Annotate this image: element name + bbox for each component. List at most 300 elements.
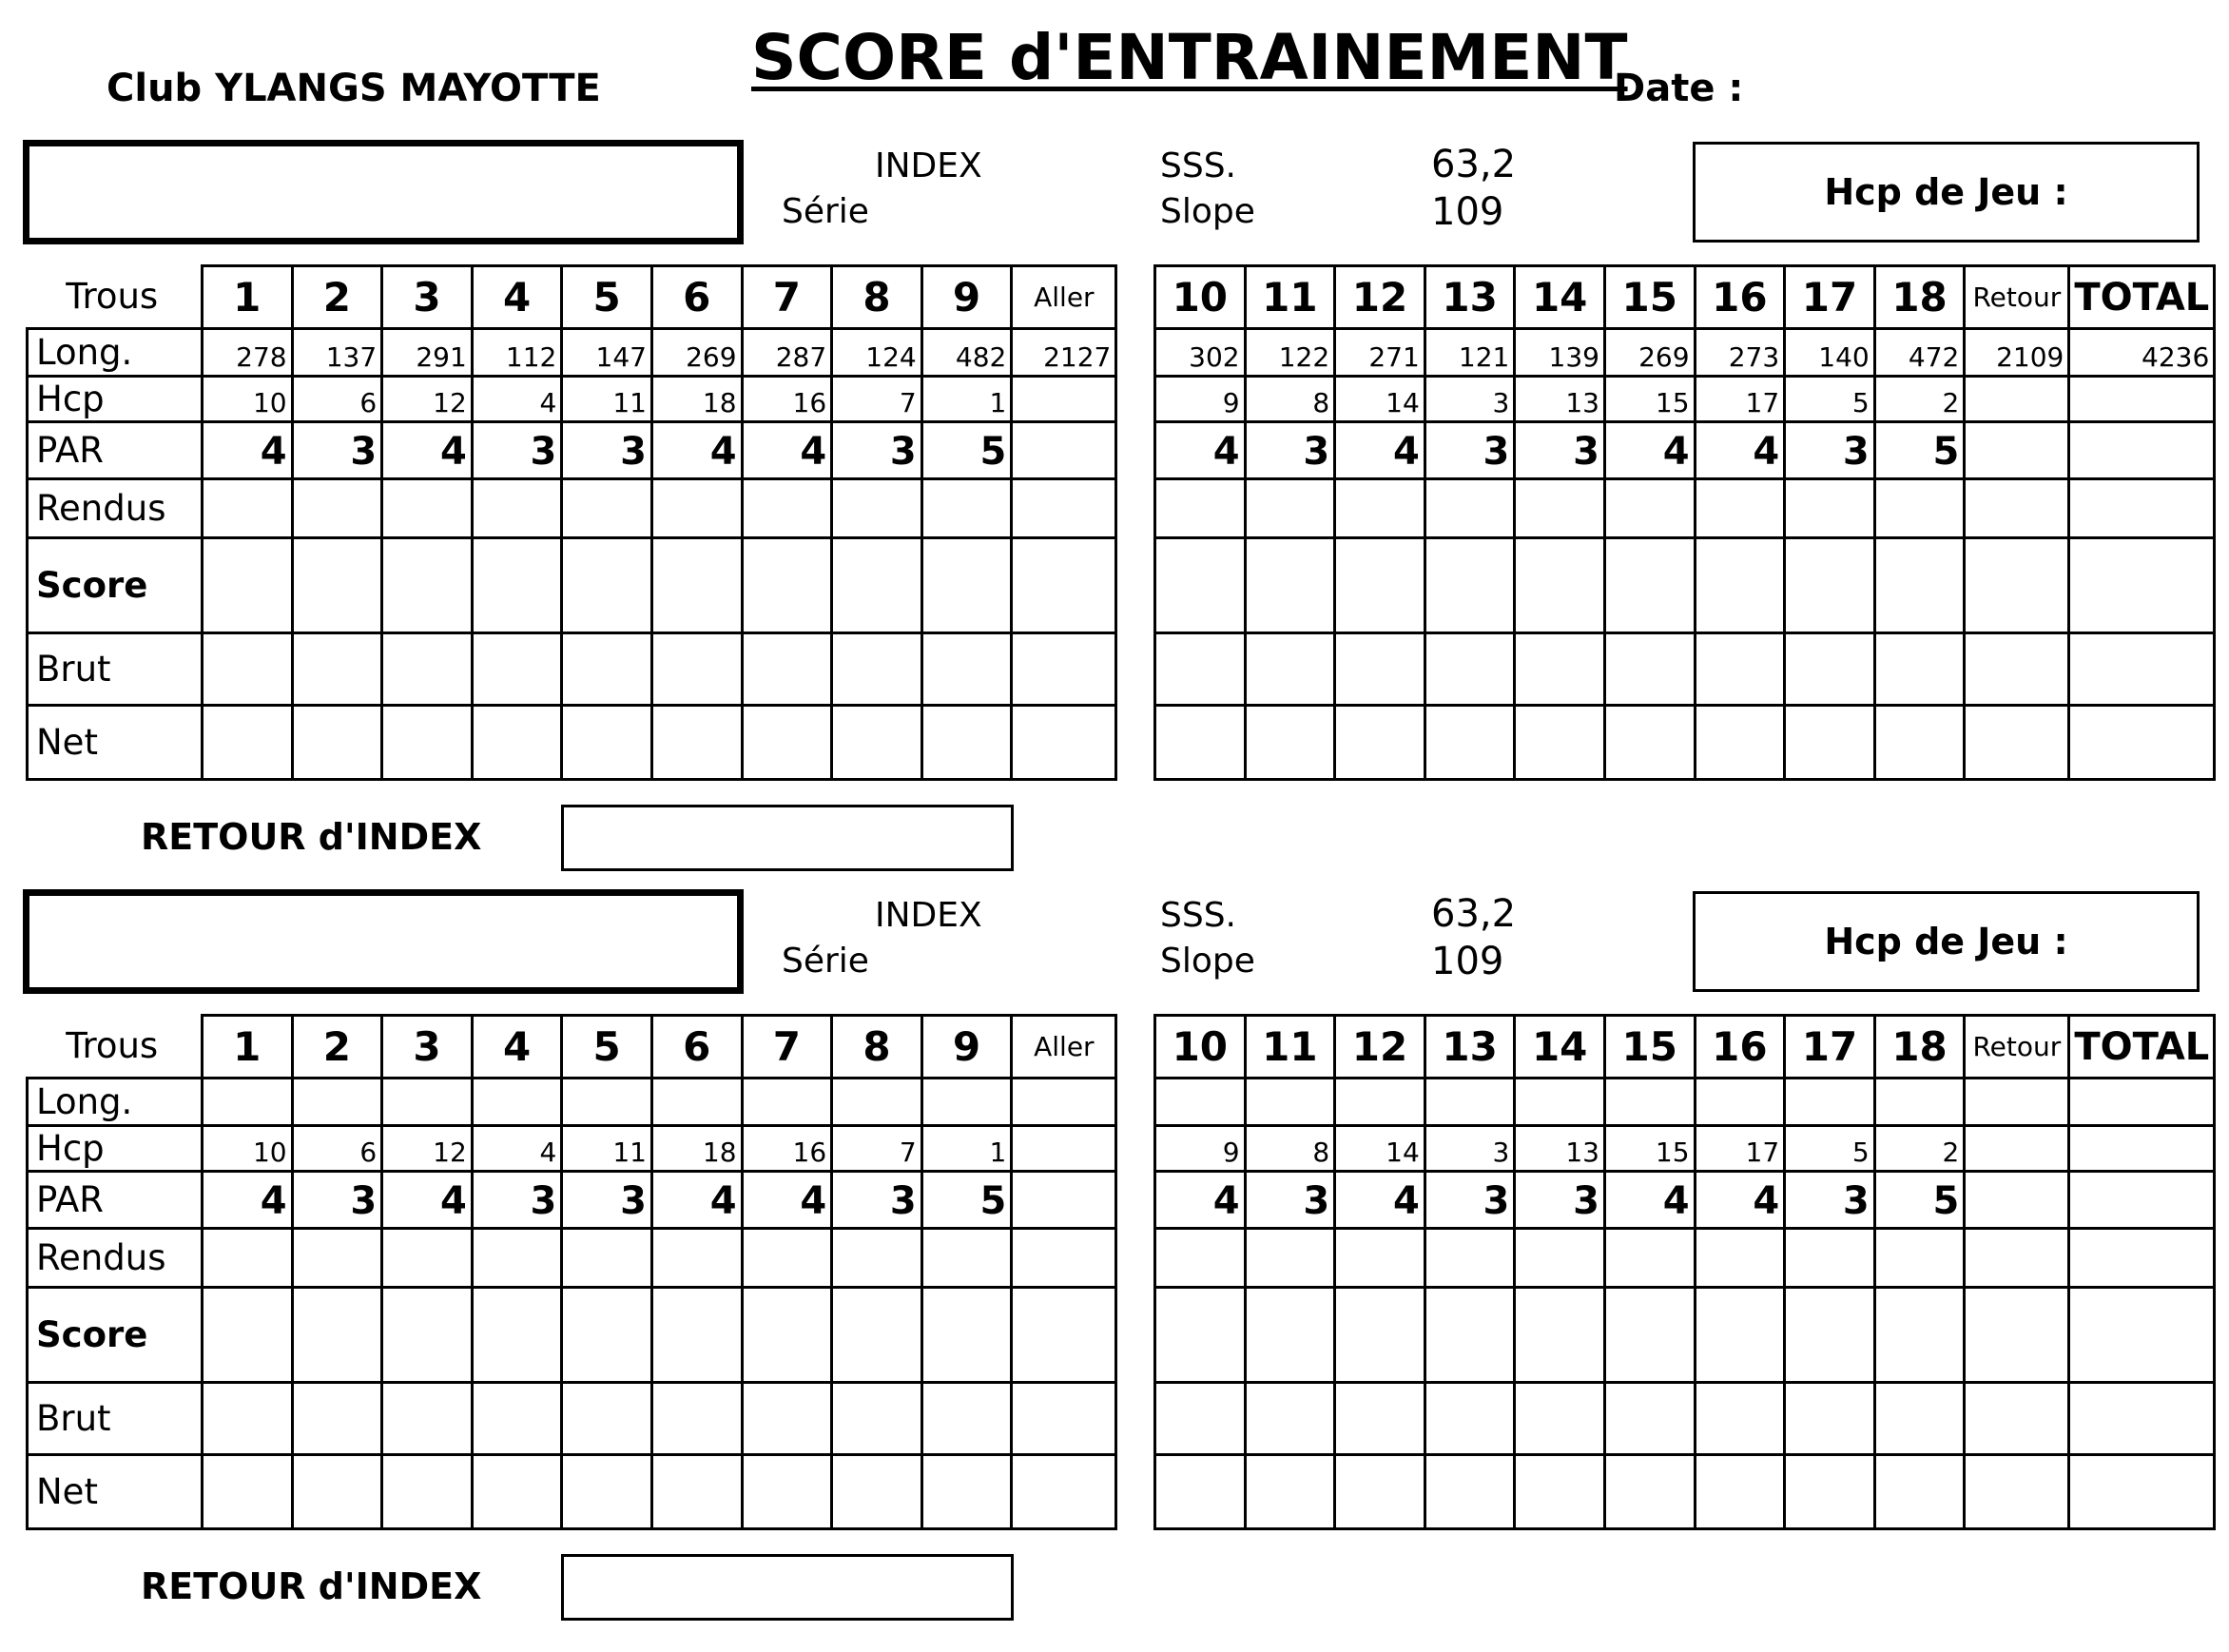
brut-cell[interactable] — [1155, 633, 1246, 706]
hole-par: 4 — [1695, 1172, 1785, 1229]
net-total-cell[interactable] — [2069, 706, 2215, 780]
brut-total-cell[interactable] — [2069, 633, 2215, 706]
hole-length: 122 — [1245, 329, 1335, 377]
brut-cell[interactable] — [742, 1383, 832, 1455]
brut-aller-cell[interactable] — [1012, 633, 1116, 706]
hole-hcp: 18 — [651, 377, 742, 422]
hole-length — [832, 1079, 922, 1126]
brut-cell[interactable] — [1425, 1383, 1515, 1455]
rendus-cell[interactable] — [1604, 1229, 1695, 1288]
score-cell[interactable] — [203, 1288, 293, 1383]
retour-index-box[interactable] — [561, 805, 1014, 871]
rendus-cell[interactable] — [1425, 479, 1515, 538]
rendus-cell[interactable] — [472, 1229, 562, 1288]
brut-total-cell[interactable] — [2069, 1383, 2215, 1455]
rendus-retour-cell[interactable] — [1965, 479, 2069, 538]
hole-number: 12 — [1335, 266, 1425, 329]
score-cell[interactable] — [1155, 1288, 1246, 1383]
brut-retour-cell[interactable] — [1965, 633, 2069, 706]
score-cell[interactable] — [921, 1288, 1012, 1383]
brut-cell[interactable] — [382, 1383, 473, 1455]
rendus-cell[interactable] — [292, 479, 382, 538]
net-cell[interactable] — [1695, 706, 1785, 780]
hole-number: 15 — [1604, 1016, 1695, 1079]
score-cell[interactable] — [651, 538, 742, 633]
total-label: TOTAL — [2069, 1016, 2215, 1079]
hole-number: 3 — [382, 266, 473, 329]
net-cell[interactable] — [1515, 706, 1605, 780]
net-cell[interactable] — [382, 1455, 473, 1529]
row-label-net: Net — [28, 1455, 203, 1529]
front-nine-table — [26, 264, 1117, 781]
score-aller-cell[interactable] — [1012, 538, 1116, 633]
hcp-total-cell[interactable] — [2069, 1126, 2215, 1172]
score-total-cell[interactable] — [2069, 1288, 2215, 1383]
score-cell[interactable] — [832, 1288, 922, 1383]
hole-length — [292, 1079, 382, 1126]
net-cell[interactable] — [1335, 1455, 1425, 1529]
retour-label: Retour — [1965, 266, 2069, 329]
hole-number: 9 — [921, 1016, 1012, 1079]
rendus-cell[interactable] — [1155, 479, 1246, 538]
rendus-cell[interactable] — [1874, 479, 1965, 538]
score-cell[interactable] — [651, 1288, 742, 1383]
par-retour-cell[interactable] — [1965, 1172, 2069, 1229]
hole-length: 482 — [921, 329, 1012, 377]
rendus-aller-cell[interactable] — [1012, 479, 1116, 538]
hole-length: 287 — [742, 329, 832, 377]
hole-number: 15 — [1604, 266, 1695, 329]
rendus-cell[interactable] — [1245, 1229, 1335, 1288]
rendus-cell[interactable] — [1155, 1229, 1246, 1288]
hole-hcp: 4 — [472, 1126, 562, 1172]
hole-number: 11 — [1245, 1016, 1335, 1079]
hole-hcp: 12 — [382, 1126, 473, 1172]
brut-cell[interactable] — [1515, 633, 1605, 706]
rendus-aller-cell[interactable] — [1012, 1229, 1116, 1288]
hole-hcp: 6 — [292, 1126, 382, 1172]
net-aller-cell[interactable] — [1012, 1455, 1116, 1529]
hole-length — [1155, 1079, 1246, 1126]
score-cell[interactable] — [1785, 1288, 1875, 1383]
net-cell[interactable] — [472, 1455, 562, 1529]
net-cell[interactable] — [1425, 706, 1515, 780]
net-cell[interactable] — [742, 1455, 832, 1529]
net-cell[interactable] — [1874, 706, 1965, 780]
score-cell[interactable] — [1785, 538, 1875, 633]
player-name-box[interactable] — [23, 889, 744, 994]
hole-par: 3 — [1425, 1172, 1515, 1229]
rendus-cell[interactable] — [472, 479, 562, 538]
score-cell[interactable] — [1874, 538, 1965, 633]
hole-par: 3 — [1515, 1172, 1605, 1229]
rendus-cell[interactable] — [382, 479, 473, 538]
hole-number: 8 — [832, 1016, 922, 1079]
net-cell[interactable] — [1155, 1455, 1246, 1529]
score-cell[interactable] — [382, 538, 473, 633]
brut-cell[interactable] — [1515, 1383, 1605, 1455]
net-cell[interactable] — [203, 1455, 293, 1529]
hole-hcp: 4 — [472, 377, 562, 422]
rendus-cell[interactable] — [832, 1229, 922, 1288]
hole-hcp: 12 — [382, 377, 473, 422]
total-length: 4236 — [2069, 329, 2215, 377]
brut-cell[interactable] — [921, 633, 1012, 706]
score-cell[interactable] — [562, 1288, 652, 1383]
brut-cell[interactable] — [742, 633, 832, 706]
rendus-cell[interactable] — [651, 479, 742, 538]
hole-hcp: 5 — [1785, 377, 1875, 422]
aller-length: 2127 — [1012, 329, 1116, 377]
hole-length: 121 — [1425, 329, 1515, 377]
hole-number: 18 — [1874, 266, 1965, 329]
hole-number: 18 — [1874, 1016, 1965, 1079]
brut-cell[interactable] — [1245, 1383, 1335, 1455]
brut-cell[interactable] — [472, 633, 562, 706]
row-label-rendus: Rendus — [28, 1229, 203, 1288]
hcp-de-jeu-label: Hcp de Jeu : — [1824, 171, 2068, 213]
score-cell[interactable] — [1515, 1288, 1605, 1383]
score-aller-cell[interactable] — [1012, 1288, 1116, 1383]
hole-hcp: 14 — [1335, 1126, 1425, 1172]
score-cell[interactable] — [203, 538, 293, 633]
brut-cell[interactable] — [1785, 633, 1875, 706]
hole-number: 1 — [203, 1016, 293, 1079]
rendus-cell[interactable] — [832, 479, 922, 538]
brut-cell[interactable] — [382, 633, 473, 706]
net-cell[interactable] — [651, 706, 742, 780]
hole-par: 3 — [292, 422, 382, 479]
rendus-cell[interactable] — [203, 1229, 293, 1288]
rendus-cell[interactable] — [1785, 479, 1875, 538]
hole-number: 6 — [651, 266, 742, 329]
rendus-cell[interactable] — [203, 479, 293, 538]
rendus-cell[interactable] — [1695, 479, 1785, 538]
net-total-cell[interactable] — [2069, 1455, 2215, 1529]
hole-length — [1515, 1079, 1605, 1126]
hcp-aller-cell[interactable] — [1012, 1126, 1116, 1172]
sss-label: SSS. — [1160, 896, 1236, 935]
net-cell[interactable] — [1245, 1455, 1335, 1529]
hole-hcp: 13 — [1515, 377, 1605, 422]
net-cell[interactable] — [562, 1455, 652, 1529]
back-nine-table — [1153, 1014, 2216, 1530]
net-cell[interactable] — [921, 706, 1012, 780]
hole-par: 3 — [1425, 422, 1515, 479]
net-cell[interactable] — [742, 706, 832, 780]
sss-value: 63,2 — [1431, 143, 1517, 186]
hole-length: 147 — [562, 329, 652, 377]
hole-length — [382, 1079, 473, 1126]
retour-index-box[interactable] — [561, 1554, 1014, 1621]
score-total-cell[interactable] — [2069, 538, 2215, 633]
brut-cell[interactable] — [562, 633, 652, 706]
row-label-trous: Trous — [28, 1016, 203, 1079]
brut-cell[interactable] — [1695, 1383, 1785, 1455]
brut-cell[interactable] — [292, 1383, 382, 1455]
score-cell[interactable] — [742, 1288, 832, 1383]
score-cell[interactable] — [1335, 1288, 1425, 1383]
net-cell[interactable] — [472, 706, 562, 780]
net-cell[interactable] — [1695, 1455, 1785, 1529]
hole-hcp: 15 — [1604, 1126, 1695, 1172]
serie-label: Série — [782, 942, 869, 981]
score-cell[interactable] — [1604, 538, 1695, 633]
hcp-total-cell[interactable] — [2069, 377, 2215, 422]
score-cell[interactable] — [1515, 538, 1605, 633]
score-cell[interactable] — [1335, 538, 1425, 633]
club-name: Club YLANGS MAYOTTE — [107, 67, 601, 110]
hcp-retour-cell[interactable] — [1965, 1126, 2069, 1172]
brut-cell[interactable] — [1155, 1383, 1246, 1455]
hole-length — [1604, 1079, 1695, 1126]
score-cell[interactable] — [1874, 1288, 1965, 1383]
brut-cell[interactable] — [1245, 633, 1335, 706]
hole-number: 10 — [1155, 266, 1246, 329]
brut-cell[interactable] — [203, 1383, 293, 1455]
net-cell[interactable] — [1245, 706, 1335, 780]
rendus-cell[interactable] — [921, 1229, 1012, 1288]
hole-par: 4 — [203, 1172, 293, 1229]
rendus-cell[interactable] — [1785, 1229, 1875, 1288]
score-cell[interactable] — [832, 538, 922, 633]
net-retour-cell[interactable] — [1965, 706, 2069, 780]
hole-number: 5 — [562, 1016, 652, 1079]
hole-par: 3 — [1245, 422, 1335, 479]
hole-number: 6 — [651, 1016, 742, 1079]
hole-length — [1874, 1079, 1965, 1126]
hole-length — [1245, 1079, 1335, 1126]
brut-cell[interactable] — [472, 1383, 562, 1455]
hole-hcp: 18 — [651, 1126, 742, 1172]
brut-cell[interactable] — [203, 633, 293, 706]
hcp-de-jeu-label: Hcp de Jeu : — [1824, 921, 2068, 962]
score-retour-cell[interactable] — [1965, 1288, 2069, 1383]
net-cell[interactable] — [1335, 706, 1425, 780]
net-cell[interactable] — [832, 1455, 922, 1529]
rendus-cell[interactable] — [562, 1229, 652, 1288]
brut-cell[interactable] — [292, 633, 382, 706]
hole-hcp: 7 — [832, 377, 922, 422]
hcp-de-jeu-box[interactable] — [1693, 142, 2200, 243]
brut-cell[interactable] — [921, 1383, 1012, 1455]
hole-number: 4 — [472, 266, 562, 329]
slope-label: Slope — [1160, 192, 1255, 231]
brut-cell[interactable] — [1425, 633, 1515, 706]
net-cell[interactable] — [1874, 1455, 1965, 1529]
score-retour-cell[interactable] — [1965, 538, 2069, 633]
hole-number: 13 — [1425, 266, 1515, 329]
hole-length: 124 — [832, 329, 922, 377]
score-cell[interactable] — [292, 1288, 382, 1383]
hole-number: 1 — [203, 266, 293, 329]
net-cell[interactable] — [1515, 1455, 1605, 1529]
score-cell[interactable] — [1695, 1288, 1785, 1383]
score-cell[interactable] — [1425, 538, 1515, 633]
retour-index-label: RETOUR d'INDEX — [141, 1565, 482, 1607]
rendus-cell[interactable] — [1695, 1229, 1785, 1288]
hcp-retour-cell[interactable] — [1965, 377, 2069, 422]
net-cell[interactable] — [1785, 1455, 1875, 1529]
total-label: TOTAL — [2069, 266, 2215, 329]
hcp-de-jeu-box[interactable] — [1693, 891, 2200, 992]
rendus-cell[interactable] — [1515, 1229, 1605, 1288]
rendus-cell[interactable] — [1515, 479, 1605, 538]
score-cell[interactable] — [562, 538, 652, 633]
score-cell[interactable] — [472, 538, 562, 633]
hole-hcp: 16 — [742, 1126, 832, 1172]
hole-length — [1425, 1079, 1515, 1126]
net-cell[interactable] — [292, 1455, 382, 1529]
hole-hcp: 3 — [1425, 1126, 1515, 1172]
back-nine-table — [1153, 264, 2216, 781]
par-total-cell[interactable] — [2069, 1172, 2215, 1229]
par-retour-cell[interactable] — [1965, 422, 2069, 479]
rendus-cell[interactable] — [742, 1229, 832, 1288]
hole-hcp: 9 — [1155, 377, 1246, 422]
score-cell[interactable] — [1155, 538, 1246, 633]
player-name-box[interactable] — [23, 140, 744, 244]
hole-par: 4 — [1155, 422, 1246, 479]
row-label-hcp: Hcp — [28, 377, 203, 422]
rendus-cell[interactable] — [1335, 479, 1425, 538]
hole-hcp: 2 — [1874, 1126, 1965, 1172]
aller-label: Aller — [1012, 1016, 1116, 1079]
hole-hcp: 1 — [921, 377, 1012, 422]
score-cell[interactable] — [1695, 538, 1785, 633]
par-total-cell[interactable] — [2069, 422, 2215, 479]
hole-par: 3 — [472, 1172, 562, 1229]
brut-cell[interactable] — [1335, 1383, 1425, 1455]
score-cell[interactable] — [382, 1288, 473, 1383]
hole-hcp: 10 — [203, 1126, 293, 1172]
row-label-brut: Brut — [28, 633, 203, 706]
brut-retour-cell[interactable] — [1965, 1383, 2069, 1455]
slope-value: 109 — [1431, 190, 1504, 234]
hole-par: 3 — [832, 1172, 922, 1229]
hole-hcp: 11 — [562, 377, 652, 422]
brut-cell[interactable] — [832, 1383, 922, 1455]
brut-cell[interactable] — [1335, 633, 1425, 706]
net-cell[interactable] — [203, 706, 293, 780]
rendus-total-cell[interactable] — [2069, 479, 2215, 538]
hole-length — [1695, 1079, 1785, 1126]
brut-cell[interactable] — [562, 1383, 652, 1455]
hole-hcp: 3 — [1425, 377, 1515, 422]
hole-par: 4 — [651, 422, 742, 479]
hole-number: 14 — [1515, 1016, 1605, 1079]
score-cell[interactable] — [472, 1288, 562, 1383]
hole-number: 13 — [1425, 1016, 1515, 1079]
net-cell[interactable] — [1425, 1455, 1515, 1529]
rendus-cell[interactable] — [562, 479, 652, 538]
rendus-cell[interactable] — [1604, 479, 1695, 538]
brut-cell[interactable] — [1874, 633, 1965, 706]
net-cell[interactable] — [1604, 706, 1695, 780]
net-cell[interactable] — [651, 1455, 742, 1529]
brut-cell[interactable] — [651, 633, 742, 706]
brut-cell[interactable] — [1695, 633, 1785, 706]
hole-length — [472, 1079, 562, 1126]
rendus-cell[interactable] — [651, 1229, 742, 1288]
brut-aller-cell[interactable] — [1012, 1383, 1116, 1455]
score-cell[interactable] — [742, 538, 832, 633]
brut-cell[interactable] — [832, 633, 922, 706]
rendus-cell[interactable] — [292, 1229, 382, 1288]
row-label-par: PAR — [28, 1172, 203, 1229]
hole-length — [562, 1079, 652, 1126]
brut-cell[interactable] — [1874, 1383, 1965, 1455]
net-aller-cell[interactable] — [1012, 706, 1116, 780]
rendus-cell[interactable] — [921, 479, 1012, 538]
hole-number: 12 — [1335, 1016, 1425, 1079]
hole-par: 3 — [562, 1172, 652, 1229]
hole-length: 271 — [1335, 329, 1425, 377]
hole-hcp: 16 — [742, 377, 832, 422]
net-cell[interactable] — [921, 1455, 1012, 1529]
par-aller-cell[interactable] — [1012, 422, 1116, 479]
brut-cell[interactable] — [1604, 1383, 1695, 1455]
rendus-retour-cell[interactable] — [1965, 1229, 2069, 1288]
rendus-cell[interactable] — [1874, 1229, 1965, 1288]
net-cell[interactable] — [382, 706, 473, 780]
net-cell[interactable] — [832, 706, 922, 780]
hole-hcp: 10 — [203, 377, 293, 422]
net-cell[interactable] — [1604, 1455, 1695, 1529]
rendus-cell[interactable] — [1425, 1229, 1515, 1288]
rendus-cell[interactable] — [1335, 1229, 1425, 1288]
hcp-aller-cell[interactable] — [1012, 377, 1116, 422]
par-aller-cell[interactable] — [1012, 1172, 1116, 1229]
score-cell[interactable] — [1245, 538, 1335, 633]
row-label-brut: Brut — [28, 1383, 203, 1455]
net-cell[interactable] — [562, 706, 652, 780]
net-cell[interactable] — [1785, 706, 1875, 780]
hole-length: 139 — [1515, 329, 1605, 377]
brut-cell[interactable] — [1785, 1383, 1875, 1455]
date-label: Date : — [1614, 67, 1744, 110]
hole-par: 5 — [1874, 422, 1965, 479]
hole-length: 273 — [1695, 329, 1785, 377]
brut-cell[interactable] — [1604, 633, 1695, 706]
rendus-cell[interactable] — [382, 1229, 473, 1288]
hole-number: 2 — [292, 1016, 382, 1079]
net-cell[interactable] — [292, 706, 382, 780]
rendus-cell[interactable] — [1245, 479, 1335, 538]
hole-par: 5 — [921, 1172, 1012, 1229]
score-cell[interactable] — [292, 538, 382, 633]
rendus-total-cell[interactable] — [2069, 1229, 2215, 1288]
total-length — [2069, 1079, 2215, 1126]
net-retour-cell[interactable] — [1965, 1455, 2069, 1529]
hole-number: 4 — [472, 1016, 562, 1079]
sss-value: 63,2 — [1431, 892, 1517, 936]
rendus-cell[interactable] — [742, 479, 832, 538]
hole-number: 17 — [1785, 266, 1875, 329]
brut-cell[interactable] — [651, 1383, 742, 1455]
row-label-par: PAR — [28, 422, 203, 479]
net-cell[interactable] — [1155, 706, 1246, 780]
hole-par: 5 — [1874, 1172, 1965, 1229]
hole-length: 140 — [1785, 329, 1875, 377]
score-cell[interactable] — [1604, 1288, 1695, 1383]
score-cell[interactable] — [921, 538, 1012, 633]
score-cell[interactable] — [1425, 1288, 1515, 1383]
hole-number: 7 — [742, 1016, 832, 1079]
hole-number: 9 — [921, 266, 1012, 329]
retour-length: 2109 — [1965, 329, 2069, 377]
score-cell[interactable] — [1245, 1288, 1335, 1383]
